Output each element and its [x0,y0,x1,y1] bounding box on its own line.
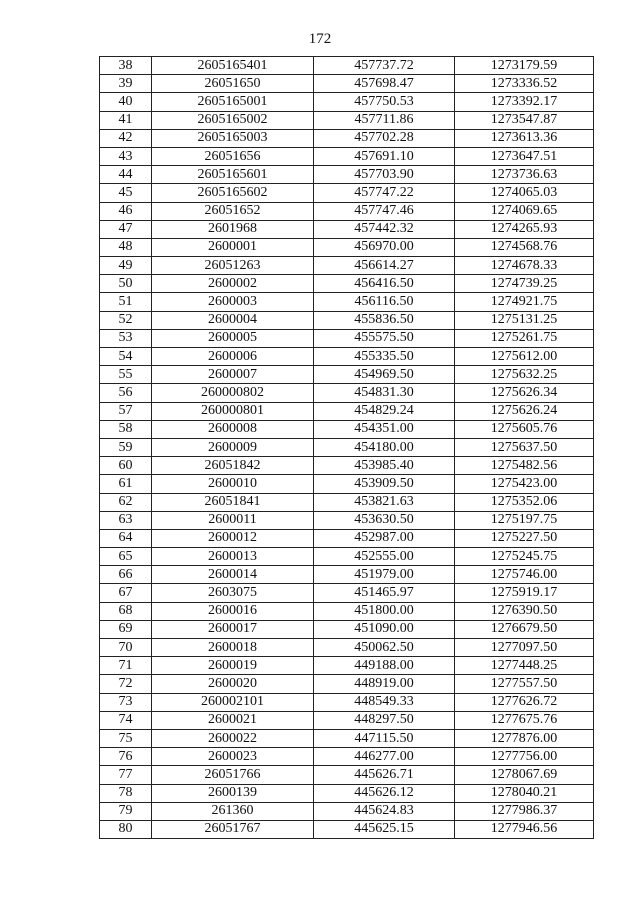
x-coordinate-cell: 457711.86 [314,111,455,129]
table-row [100,566,594,584]
x-coordinate-cell: 456970.00 [314,238,455,256]
point-id-cell: 2600002 [152,275,314,293]
x-coordinate-cell: 454831.30 [314,384,455,402]
x-coordinate-cell: 448549.33 [314,693,455,711]
point-number-cell: 52 [100,311,152,329]
y-coordinate-cell: 1278040.21 [455,784,594,802]
table-row [100,329,594,347]
point-id-cell: 260002101 [152,693,314,711]
point-number-cell: 59 [100,438,152,456]
y-coordinate-cell: 1275227.50 [455,529,594,547]
x-coordinate-cell: 445626.12 [314,784,455,802]
x-coordinate-cell: 455836.50 [314,311,455,329]
point-number-cell: 40 [100,93,152,111]
point-id-cell: 2605165602 [152,184,314,202]
point-id-cell: 2605165003 [152,129,314,147]
point-id-cell: 260000802 [152,384,314,402]
x-coordinate-cell: 451465.97 [314,584,455,602]
table-row [100,493,594,511]
table-row [100,402,594,420]
point-number-cell: 43 [100,147,152,165]
point-id-cell: 2600009 [152,438,314,456]
y-coordinate-cell: 1276390.50 [455,602,594,620]
x-coordinate-cell: 446277.00 [314,748,455,766]
point-id-cell: 2605165401 [152,57,314,75]
point-id-cell: 2600012 [152,529,314,547]
y-coordinate-cell: 1277946.56 [455,820,594,838]
table-row [100,784,594,802]
y-coordinate-cell: 1274739.25 [455,275,594,293]
coordinates-table-body [100,57,594,839]
table-row [100,711,594,729]
y-coordinate-cell: 1275245.75 [455,548,594,566]
point-id-cell: 26051656 [152,147,314,165]
x-coordinate-cell: 448297.50 [314,711,455,729]
point-number-cell: 66 [100,566,152,584]
point-number-cell: 68 [100,602,152,620]
point-number-cell: 55 [100,366,152,384]
point-id-cell: 2600010 [152,475,314,493]
point-number-cell: 61 [100,475,152,493]
point-id-cell: 26051652 [152,202,314,220]
x-coordinate-cell: 456614.27 [314,257,455,275]
y-coordinate-cell: 1274265.93 [455,220,594,238]
x-coordinate-cell: 451800.00 [314,602,455,620]
table-row [100,420,594,438]
y-coordinate-cell: 1275423.00 [455,475,594,493]
x-coordinate-cell: 449188.00 [314,657,455,675]
table-row [100,220,594,238]
table-row [100,384,594,402]
point-number-cell: 39 [100,75,152,93]
point-number-cell: 49 [100,257,152,275]
point-number-cell: 62 [100,493,152,511]
point-number-cell: 41 [100,111,152,129]
table-row [100,275,594,293]
point-number-cell: 47 [100,220,152,238]
y-coordinate-cell: 1277097.50 [455,639,594,657]
point-number-cell: 74 [100,711,152,729]
table-row [100,57,594,75]
table-row [100,166,594,184]
x-coordinate-cell: 451979.00 [314,566,455,584]
y-coordinate-cell: 1275626.34 [455,384,594,402]
point-id-cell: 2600023 [152,748,314,766]
table-row [100,311,594,329]
x-coordinate-cell: 445626.71 [314,766,455,784]
y-coordinate-cell: 1275261.75 [455,329,594,347]
point-id-cell: 2600007 [152,366,314,384]
point-id-cell: 26051766 [152,766,314,784]
point-id-cell: 2600021 [152,711,314,729]
y-coordinate-cell: 1275605.76 [455,420,594,438]
point-number-cell: 64 [100,529,152,547]
x-coordinate-cell: 454969.50 [314,366,455,384]
point-id-cell: 260000801 [152,402,314,420]
point-id-cell: 2600022 [152,729,314,747]
y-coordinate-cell: 1277557.50 [455,675,594,693]
table-row [100,748,594,766]
point-id-cell: 26051767 [152,820,314,838]
point-id-cell: 2600019 [152,657,314,675]
y-coordinate-cell: 1278067.69 [455,766,594,784]
point-number-cell: 46 [100,202,152,220]
table-row [100,293,594,311]
table-row [100,257,594,275]
x-coordinate-cell: 448919.00 [314,675,455,693]
point-id-cell: 2600016 [152,602,314,620]
table-row [100,111,594,129]
table-row [100,93,594,111]
table-row [100,675,594,693]
table-row [100,202,594,220]
point-number-cell: 65 [100,548,152,566]
y-coordinate-cell: 1274921.75 [455,293,594,311]
point-number-cell: 75 [100,729,152,747]
point-number-cell: 45 [100,184,152,202]
y-coordinate-cell: 1273179.59 [455,57,594,75]
y-coordinate-cell: 1277448.25 [455,657,594,675]
y-coordinate-cell: 1275632.25 [455,366,594,384]
table-row [100,820,594,838]
x-coordinate-cell: 455575.50 [314,329,455,347]
x-coordinate-cell: 457750.53 [314,93,455,111]
x-coordinate-cell: 457442.32 [314,220,455,238]
x-coordinate-cell: 445624.83 [314,802,455,820]
table-row [100,475,594,493]
x-coordinate-cell: 450062.50 [314,639,455,657]
table-row [100,366,594,384]
y-coordinate-cell: 1276679.50 [455,620,594,638]
table-row [100,657,594,675]
point-number-cell: 69 [100,620,152,638]
y-coordinate-cell: 1273547.87 [455,111,594,129]
table-row [100,438,594,456]
x-coordinate-cell: 457703.90 [314,166,455,184]
point-id-cell: 2600008 [152,420,314,438]
y-coordinate-cell: 1277876.00 [455,729,594,747]
x-coordinate-cell: 454829.24 [314,402,455,420]
point-number-cell: 76 [100,748,152,766]
point-number-cell: 38 [100,57,152,75]
point-number-cell: 44 [100,166,152,184]
point-number-cell: 51 [100,293,152,311]
x-coordinate-cell: 454180.00 [314,438,455,456]
point-number-cell: 70 [100,639,152,657]
x-coordinate-cell: 457702.28 [314,129,455,147]
point-number-cell: 50 [100,275,152,293]
point-id-cell: 2605165601 [152,166,314,184]
table-row [100,238,594,256]
x-coordinate-cell: 454351.00 [314,420,455,438]
y-coordinate-cell: 1273613.36 [455,129,594,147]
x-coordinate-cell: 445625.15 [314,820,455,838]
x-coordinate-cell: 453821.63 [314,493,455,511]
x-coordinate-cell: 457691.10 [314,147,455,165]
y-coordinate-cell: 1273336.52 [455,75,594,93]
point-id-cell: 26051841 [152,493,314,511]
x-coordinate-cell: 457698.47 [314,75,455,93]
point-number-cell: 58 [100,420,152,438]
y-coordinate-cell: 1277675.76 [455,711,594,729]
point-number-cell: 42 [100,129,152,147]
point-id-cell: 2605165001 [152,93,314,111]
point-id-cell: 2600001 [152,238,314,256]
table-row [100,584,594,602]
table-row [100,129,594,147]
y-coordinate-cell: 1275746.00 [455,566,594,584]
x-coordinate-cell: 452987.00 [314,529,455,547]
y-coordinate-cell: 1273736.63 [455,166,594,184]
point-id-cell: 2600017 [152,620,314,638]
point-id-cell: 2605165002 [152,111,314,129]
table-row [100,147,594,165]
y-coordinate-cell: 1273392.17 [455,93,594,111]
y-coordinate-cell: 1275919.17 [455,584,594,602]
point-id-cell: 2600014 [152,566,314,584]
x-coordinate-cell: 457747.22 [314,184,455,202]
point-id-cell: 2601968 [152,220,314,238]
point-id-cell: 2600003 [152,293,314,311]
table-row [100,457,594,475]
coordinates-table [99,56,594,839]
x-coordinate-cell: 453630.50 [314,511,455,529]
table-row [100,693,594,711]
point-id-cell: 2600013 [152,548,314,566]
point-id-cell: 2600011 [152,511,314,529]
y-coordinate-cell: 1275612.00 [455,348,594,366]
point-id-cell: 2600004 [152,311,314,329]
y-coordinate-cell: 1274069.65 [455,202,594,220]
table-row [100,511,594,529]
point-id-cell: 2600005 [152,329,314,347]
table-row [100,802,594,820]
y-coordinate-cell: 1277626.72 [455,693,594,711]
point-id-cell: 26051263 [152,257,314,275]
y-coordinate-cell: 1275131.25 [455,311,594,329]
y-coordinate-cell: 1273647.51 [455,147,594,165]
point-number-cell: 60 [100,457,152,475]
y-coordinate-cell: 1277756.00 [455,748,594,766]
table-row [100,75,594,93]
point-number-cell: 56 [100,384,152,402]
point-id-cell: 26051842 [152,457,314,475]
point-number-cell: 67 [100,584,152,602]
x-coordinate-cell: 456116.50 [314,293,455,311]
table-row [100,348,594,366]
table-row [100,620,594,638]
table-row [100,602,594,620]
y-coordinate-cell: 1275626.24 [455,402,594,420]
point-id-cell: 2600020 [152,675,314,693]
x-coordinate-cell: 452555.00 [314,548,455,566]
point-number-cell: 71 [100,657,152,675]
point-id-cell: 26051650 [152,75,314,93]
page-number: 172 [308,31,332,47]
point-number-cell: 73 [100,693,152,711]
x-coordinate-cell: 457747.46 [314,202,455,220]
x-coordinate-cell: 456416.50 [314,275,455,293]
point-id-cell: 2600018 [152,639,314,657]
point-number-cell: 48 [100,238,152,256]
point-number-cell: 57 [100,402,152,420]
x-coordinate-cell: 451090.00 [314,620,455,638]
y-coordinate-cell: 1275482.56 [455,457,594,475]
y-coordinate-cell: 1274065.03 [455,184,594,202]
point-number-cell: 78 [100,784,152,802]
y-coordinate-cell: 1275197.75 [455,511,594,529]
x-coordinate-cell: 453985.40 [314,457,455,475]
table-row [100,766,594,784]
y-coordinate-cell: 1277986.37 [455,802,594,820]
point-id-cell: 2603075 [152,584,314,602]
table-row [100,639,594,657]
x-coordinate-cell: 457737.72 [314,57,455,75]
point-number-cell: 80 [100,820,152,838]
y-coordinate-cell: 1274568.76 [455,238,594,256]
x-coordinate-cell: 453909.50 [314,475,455,493]
x-coordinate-cell: 455335.50 [314,348,455,366]
point-number-cell: 77 [100,766,152,784]
table-row [100,184,594,202]
y-coordinate-cell: 1275637.50 [455,438,594,456]
table-row [100,729,594,747]
point-id-cell: 261360 [152,802,314,820]
point-number-cell: 79 [100,802,152,820]
point-id-cell: 2600006 [152,348,314,366]
table-row [100,548,594,566]
x-coordinate-cell: 447115.50 [314,729,455,747]
point-number-cell: 54 [100,348,152,366]
point-id-cell: 2600139 [152,784,314,802]
point-number-cell: 63 [100,511,152,529]
point-number-cell: 72 [100,675,152,693]
point-number-cell: 53 [100,329,152,347]
y-coordinate-cell: 1275352.06 [455,493,594,511]
y-coordinate-cell: 1274678.33 [455,257,594,275]
table-row [100,529,594,547]
